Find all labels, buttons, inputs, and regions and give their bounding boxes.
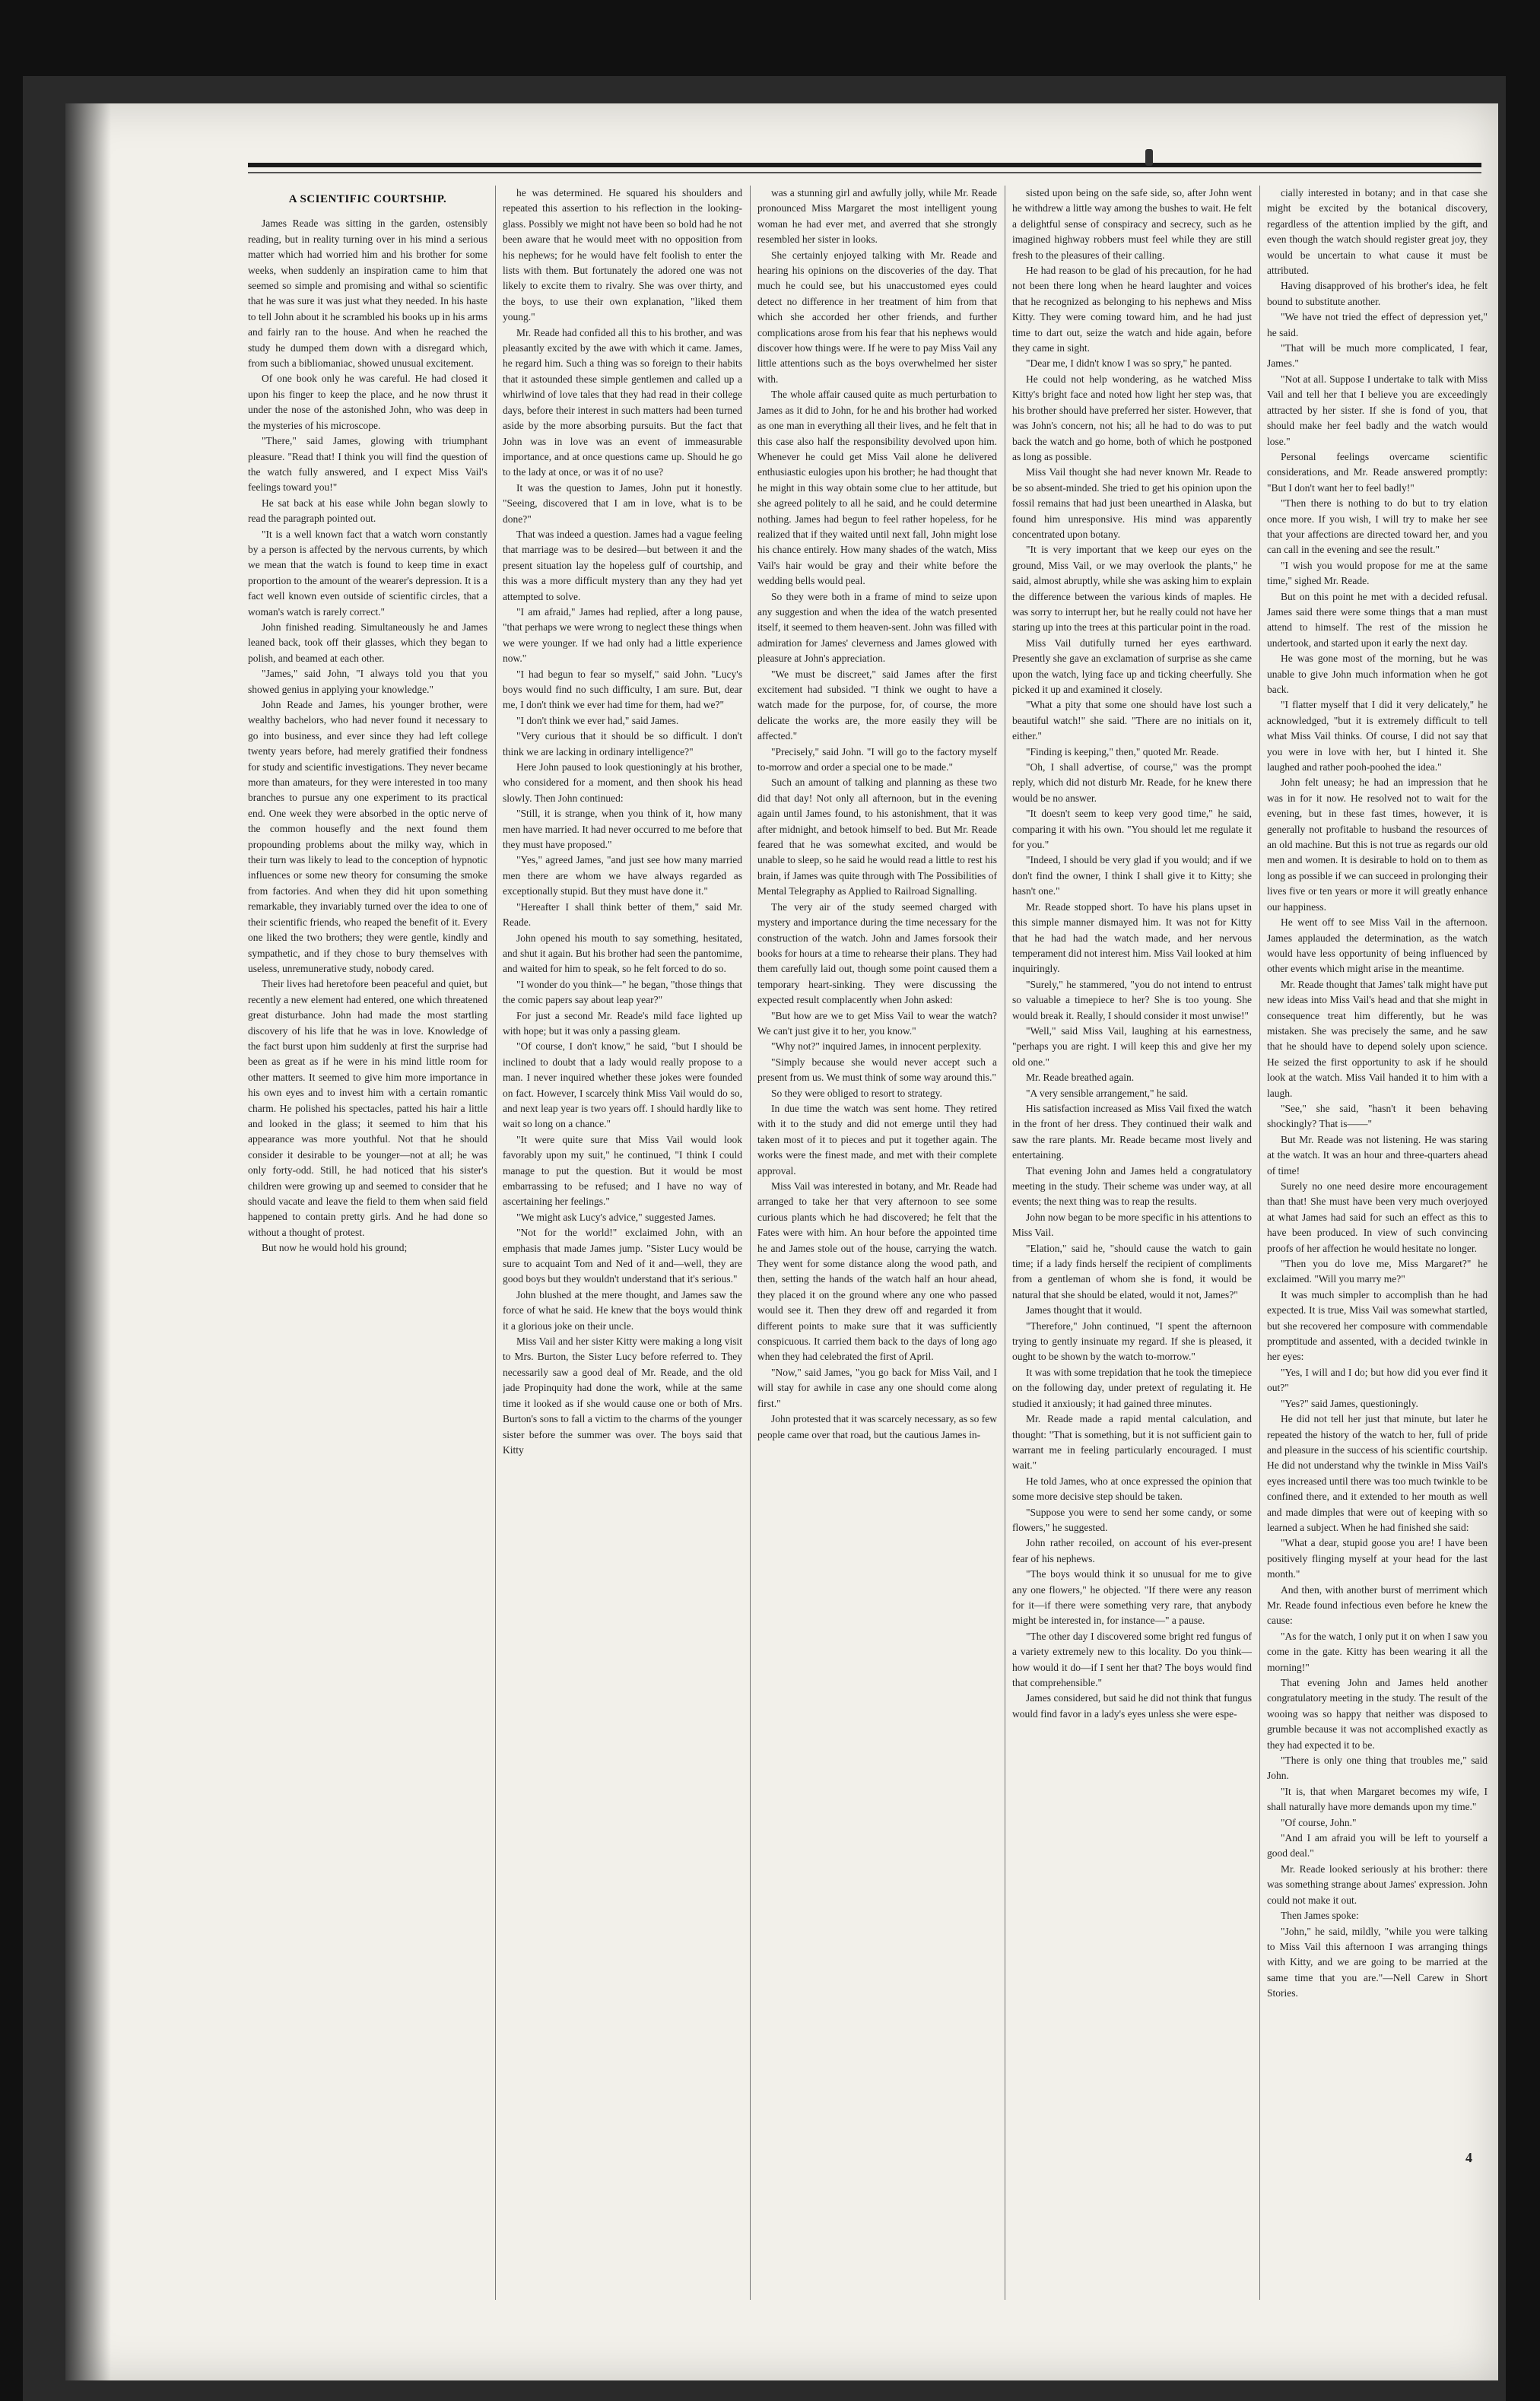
article-paragraph: "Therefore," John continued, "I spent the afternoon trying to gently insinuate my regard. If she is pleased, it ought to be shown by the watch to-morrow." xyxy=(1012,1320,1252,1363)
article-paragraph: Miss Vail was interested in botany, and Mr. Reade had arranged to take her that very afternoon to see some curious plants which he had discovered; he felt that the Fates were with him. An hour before the appointed time he and James stole out of the house, carrying the watch. They went for some distance along the wood path, and then, setting the hands of the watch half an hour ahead, they placed it on the ground where any one who passed would see it. Then they drew off and regarded it from different points to make sure that it was sufficiently conspicuous. It carried them back to the days of long ago when they had celebrated the first of April. xyxy=(757,1180,997,1363)
article-paragraph: The whole affair caused quite as much perturbation to James as it did to John, for he and his brother had worked as one man in everything all their lives, and he felt that in this case also half the responsibility devolved upon him. Whenever he could get Miss Vail alone he delivered enthusiastic eulogies upon his brother; he had thought that he might in this way obtain some clue to her attitude, but she agreed politely to all he said, and he could determine nothing. James had begun to feel rather hopeless, for he realized that if they waited until next fall, John might lose his chance entirely. How many shades of the watch, Miss Vail's hair would be gray and their white before the wedding bells would peal. xyxy=(757,389,997,587)
article-paragraph: John opened his mouth to say something, hesitated, and shut it again. But his brother had seen the pantomime, and waited for him to speak, so he felt forced to do so. xyxy=(503,932,742,975)
article-column-2 xyxy=(503,186,742,2300)
article-paragraph: His satisfaction increased as Miss Vail fixed the watch in the front of her dress. They continued their walk and saw the rare plants. Mr. Reade became most lively and entertaining. xyxy=(1012,1102,1252,1161)
article-paragraph: "Well," said Miss Vail, laughing at his earnestness, "perhaps you are right. I will keep this and give her my old one." xyxy=(1012,1024,1252,1068)
article-paragraph: "As for the watch, I only put it on when I saw you come in the gate. Kitty has been wearing it all the morning!" xyxy=(1267,1630,1488,1673)
article-paragraph: He did not tell her just that minute, but later he repeated the history of the watch to her, full of pride and pleasure in the success of his scientific courtship. He did not understand why the twinkle in Miss Vail's eyes increased until there was too much twinkle to be confined there, and it extended to her mouth as well and made dimples that were out of keeping with so learned a subject. When he had finished she said: xyxy=(1267,1413,1488,1533)
article-paragraph: He sat back at his ease while John began slowly to read the paragraph pointed out. xyxy=(248,497,487,525)
article-paragraph: "Of course, I don't know," he said, "but I should be inclined to doubt that a lady would really propose to a man. I never inquired whether these jokes were founded on fact. However, I scarcely think Miss Vail would do so, and next leap year is two years off. I should hardly like to wait so long on a chance." xyxy=(503,1040,742,1130)
article-paragraph: But on this point he met with a decided refusal. James said there were some things that a man must attend to himself. The rest of the mission he undertook, and started upon it early the next day. xyxy=(1267,590,1488,649)
article-column-5 xyxy=(1267,186,1488,2300)
article-paragraph: Mr. Reade made a rapid mental calculation, and thought: "That is something, but it is not sufficient gain to warrant me in feeling particularly encouraged. I must wait." xyxy=(1012,1413,1252,1472)
article-paragraph: James thought that it would. xyxy=(1026,1304,1142,1316)
article-paragraph: "Now," said James, "you go back for Miss Vail, and I will stay for awhile in case any one should come along first." xyxy=(757,1366,997,1409)
article-paragraph: Miss Vail dutifully turned her eyes earthward. Presently she gave an exclamation of surprise as she came upon the watch, lying face up and ticking cheerfully. She picked it up and examined it closely. xyxy=(1012,637,1252,695)
article-paragraph: John Reade and James, his younger brother, were wealthy bachelors, who had never found it necessary to go into business, and ever since they had left college twenty years before, had merely gratified their fondness for study and scientific investigations. They never became more than amateurs, for they were interested in too many branches to pursue any one experiment to its practical end. One week they were absorbed in the optic nerve of the common housefly and the next found them propounding problems about the milky way, which in their turn was likely to lead to the conception of hypnotic influences or some new theory for consuming the smoke from factories. And when they did hit upon something remarkable, they invariably turned over the idea to one of their scientific friends, who reaped the benefit of it. Every one liked the two brothers; they were gentle, kindly and sympathetic, and if they chose to bury themselves with useless, unremunerative study, nobody cared. xyxy=(248,699,487,974)
article-title: A SCIENTIFIC COURTSHIP. xyxy=(288,193,447,205)
article-paragraph: So they were obliged to resort to strategy. xyxy=(771,1087,942,1099)
article-paragraph: "See," she said, "hasn't it been behaving shockingly? That is——" xyxy=(1267,1102,1488,1130)
newspaper-page xyxy=(65,103,1498,2380)
article-paragraph: "Dear me, I didn't know I was so spry," he panted. xyxy=(1026,357,1232,370)
column-divider xyxy=(750,186,751,2300)
article-paragraph: Miss Vail thought she had never known Mr. Reade to be so absent-minded. She tried to get his opinion upon the fossil remains that had just been unearthed in Alaska, but found him unresponsive. His mind was apparently concentrated upon botany. xyxy=(1012,466,1252,540)
article-paragraph: "It doesn't seem to keep very good time," he said, comparing it with his own. "You should let me regulate it for you." xyxy=(1012,808,1252,851)
article-paragraph: It was the question to James, John put it honestly. "Seeing, discovered that I am in love, what is to be done?" xyxy=(503,481,742,525)
article-paragraph: "James," said John, "I always told you that you showed genius in applying your knowledge." xyxy=(248,668,487,695)
article-paragraph: sisted upon being on the safe side, so, after John went he withdrew a little way among the bushes to wait. He felt a delightful sense of conspiracy and secrecy, such as he imagined highway robbers must feel while they are still fresh to the pleasures of their calling. xyxy=(1012,187,1252,261)
article-paragraph: For just a second Mr. Reade's mild face lighted up with hope; but it was only a passing gleam. xyxy=(503,1009,742,1037)
article-column-1 xyxy=(248,186,487,2300)
article-paragraph: Surely no one need desire more encouragement than that! She must have been very much overjoyed at what James had said for such an effect as this to have been produced. In view of such convincing proofs of her affection he would hesitate no longer. xyxy=(1267,1180,1488,1254)
article-paragraph: "Oh, I shall advertise, of course," was the prompt reply, which did not disturb Mr. Reade, for he knew there would be no answer. xyxy=(1012,761,1252,804)
header-rule xyxy=(248,163,1481,167)
article-paragraph: "We might ask Lucy's advice," suggested James. xyxy=(516,1211,716,1223)
article-paragraph: In due time the watch was sent home. They retired with it to the study and did not emerge until they had taken most of it to pieces and put it together again. The works were the finest made, and met with their complete approval. xyxy=(757,1102,997,1177)
article-paragraph: "The other day I discovered some bright red fungus of a variety extremely new to this locality. Do you think—how would it do—if I sent her that? The boys would find that comprehensible." xyxy=(1012,1630,1252,1688)
article-paragraph: She certainly enjoyed talking with Mr. Reade and hearing his opinions on the discoveries of the day. That much he could see, but his unaccustomed eyes could detect no difference in her treatment of him from that which she accorded her other friends, and further complications arose from his fear that his nephews would discover how things were. If he were to pay Miss Vail any little attentions such as the boys overwhelmed her sister with. xyxy=(757,249,997,385)
article-paragraph: "It is, that when Margaret becomes my wife, I shall naturally have more demands upon my time." xyxy=(1267,1785,1488,1813)
article-paragraph: James considered, but said he did not think that fungus would find favor in a lady's eyes unless she were espe- xyxy=(1012,1692,1252,1720)
article-paragraph: "Hereafter I shall think better of them," said Mr. Reade. xyxy=(503,900,742,929)
article-paragraph: He told James, who at once expressed the opinion that some more decisive step should be taken. xyxy=(1012,1475,1252,1503)
article-paragraph: Mr. Reade looked seriously at his brother: there was something strange about James' expression. John could not make it out. xyxy=(1267,1863,1488,1906)
article-paragraph: Then James spoke: xyxy=(1281,1910,1359,1922)
article-paragraph: Mr. Reade breathed again. xyxy=(1026,1072,1135,1084)
article-paragraph: He went off to see Miss Vail in the afternoon. James applauded the determination, as the watch would have less opportunity of being influenced by other events which might arise in the meantime. xyxy=(1267,916,1488,975)
article-paragraph: "It is a well known fact that a watch worn constantly by a person is affected by the nervous currents, by which we mean that the watch is found to keep time in exact proportion to the amount of the wearer's depression. It is a fact well known even outside of scientific circles, that a woman's watch is rarely correct." xyxy=(248,528,487,618)
article-paragraph: Their lives had heretofore been peaceful and quiet, but recently a new element had entered, one which threatened great disturbance. John had made the most startling discovery of his life that he was in love. Knowledge of the fact burst upon him suddenly at first the surprise had been as great as if he were in his mind little room for other matters. It seemed to give him more importance in his own eyes and to invest him with a certain romantic charm. He polished his spectacles, patted his hair a little and looked in the glass; it seemed to him that his appearance was more youthful. Not that he should consider it desirable to be younger—not at all; he was only forty-odd. Still, he had noticed that his sister's children were growing up and seemed to consider that he should vacate and leave the field to them when said field happened to contain pretty girls. And he had done so without a thought of protest. xyxy=(248,978,487,1238)
article-paragraph: And then, with another burst of merriment which Mr. Reade found infectious even before he knew the cause: xyxy=(1267,1583,1488,1627)
page-mark xyxy=(1145,149,1153,166)
article-paragraph: "Of course, John." xyxy=(1281,1816,1357,1828)
article-paragraph: "That will be much more complicated, I fear, James." xyxy=(1267,342,1488,370)
column-divider xyxy=(495,186,496,2300)
article-paragraph: "Why not?" inquired James, in innocent perplexity. xyxy=(771,1040,982,1053)
article-column-4 xyxy=(1012,186,1252,2300)
article-paragraph: So they were both in a frame of mind to seize upon any suggestion and when the idea of the watch presented itself, it seemed to them heaven-sent. John was filled with admiration for James' cleverness and James glowed with pleasure at John's appreciation. xyxy=(757,590,997,665)
column-body xyxy=(1012,186,1252,1722)
article-paragraph: "The boys would think it so unusual for me to give any one flowers," he objected. "If there were any reason for it—if there were something very rare, that anybody might be interested in, for instance—" a pause. xyxy=(1012,1568,1252,1627)
article-paragraph: That evening John and James held a congratulatory meeting in the study. Their scheme was under way, at all events; the next thing was to reap the results. xyxy=(1012,1164,1252,1208)
article-paragraph: Miss Vail and her sister Kitty were making a long visit to Mrs. Burton, the Sister Lucy before referred to. They necessarily saw a good deal of Mr. Reade, and the old jade Propinquity had done the work, while at the same time it looked as if she would cause one or both of Mrs. Burton's sons to fall a victim to the charms of the younger sister before the summer was over. The boys said that Kitty xyxy=(503,1335,742,1456)
article-paragraph: "It were quite sure that Miss Vail would look favorably upon my suit," he continued, "I think I could manage to put the question. But it would be most embarrassing to be refused; and I have no way of ascertaining her feelings." xyxy=(503,1133,742,1208)
column-body xyxy=(1267,186,1488,2002)
page-number: 4 xyxy=(1465,2150,1472,2165)
article-paragraph: "We must be discreet," said James after the first excitement had subsided. "I think we ought to have a watch made for the purpose, for, of course, the more delicate the works are, the more easily they will be affected." xyxy=(757,668,997,742)
article-paragraph: "Yes, I will and I do; but how did you ever find it out?" xyxy=(1267,1366,1488,1394)
article-paragraph: "Very curious that it should be so difficult. I don't think we are lacking in ordinary intelligence?" xyxy=(503,730,742,757)
article-paragraph: Such an amount of talking and planning as these two did that day! Not only all afternoon, but in the evening again until James found, to his astonishment, that it was after midnight, and betook himself to bed. But Mr. Reade feared that he was somewhat excited, and would be unable to sleep, so he said he would read a little to rest his brain, if James was quite through with The Possibilities of Mental Telegraphy as Applied to Railroad Signalling. xyxy=(757,777,997,897)
scan-shadow xyxy=(65,103,111,2380)
article-paragraph: "I am afraid," James had replied, after a long pause, "that perhaps we were wrong to neglect these things when we were younger. If we had only had a little experience now." xyxy=(503,605,742,665)
article-paragraph: That was indeed a question. James had a vague feeling that marriage was to be desired—but between it and the present situation lay the hopeless gulf of courtship, and this was a more difficult mystery than any they had yet attempted to solve. xyxy=(503,528,742,602)
article-paragraph: "Then there is nothing to do but to try elation once more. If you wish, I will try to make her see that your affections are directed toward her, and you can call in the evening and see the result." xyxy=(1267,497,1488,556)
article-paragraph: "A very sensible arrangement," he said. xyxy=(1026,1087,1189,1099)
article-paragraph: "There is only one thing that troubles me," said John. xyxy=(1267,1755,1488,1782)
article-paragraph: John now began to be more specific in his attentions to Miss Vail. xyxy=(1012,1211,1252,1239)
article-paragraph: Mr. Reade thought that James' talk might have put new ideas into Miss Vail's head and that she might in consequence treat him differently, but he was mistaken. She was precisely the same, and he saw that he should have to depend solely upon science. He seized the first opportunity to ask if he should look at the watch. Miss Vail handed it to him with a laugh. xyxy=(1267,978,1488,1099)
article-paragraph: "Precisely," said John. "I will go to the factory myself to-morrow and order a special one to be made." xyxy=(757,745,997,773)
article-paragraph: "Not at all. Suppose I undertake to talk with Miss Vail and tell her that I believe you are exceedingly attracted by her sister. If she is fond of you, that should make her feel badly and the watch would lose." xyxy=(1267,373,1488,447)
article-paragraph: John rather recoiled, on account of his ever-present fear of his nephews. xyxy=(1012,1537,1252,1564)
article-paragraph: Having disapproved of his brother's idea, he felt bound to substitute another. xyxy=(1267,280,1488,307)
article-paragraph: "But how are we to get Miss Vail to wear the watch? We can't just give it to her, you know." xyxy=(757,1009,997,1037)
article-paragraph: "Yes," agreed James, "and just see how many married men there are whom we have always regarded as exceptionally stupid. But they must have done it." xyxy=(503,854,742,897)
article-paragraph: But Mr. Reade was not listening. He was staring at the watch. It was an hour and three-quarters ahead of time! xyxy=(1267,1133,1488,1177)
article-paragraph: "What a pity that some one should have lost such a beautiful watch!" she said. "There are no initials on it, either." xyxy=(1012,699,1252,742)
article-paragraph: "Suppose you were to send her some candy, or some flowers," he suggested. xyxy=(1012,1506,1252,1533)
article-paragraph: James Reade was sitting in the garden, ostensibly reading, but in reality turning over in his mind a serious matter which had worried him and his brother for some weeks, when suddenly an inspiration came to him that seemed so simple and promising and withal so scientific that he was sure it was just what they needed. In his haste to tell John about it he scrambled his books up in his arms and fairly ran to the house. And when he reached the study he dumped them down with a disregard which, from such a bibliomaniac, showed unusual excitement. xyxy=(248,218,487,370)
article-paragraph: "I wonder do you think—" he began, "those things that the comic papers say about leap year?" xyxy=(503,978,742,1006)
article-paragraph: he was determined. He squared his shoulders and repeated this assertion to his reflection in the looking-glass. Possibly we might not have been so bold had he not been aware that he would meet with no opposition from his nephews; for he would have felt foolish to enter the lists with them. But fortunately the adored one was not likely to excite them to rivalry. She was over thirty, and the boys, to use their own explanation, "liked them young." xyxy=(503,187,742,323)
article-paragraph: "Finding is keeping," then," quoted Mr. Reade. xyxy=(1026,745,1219,757)
article-paragraph: "Indeed, I should be very glad if you would; and if we don't find the owner, I think I shall give it to Kitty; she hasn't one." xyxy=(1012,854,1252,897)
article-paragraph: "Simply because she would never accept such a present from us. We must think of some way around this." xyxy=(757,1056,997,1084)
article-paragraph: Personal feelings overcame scientific considerations, and Mr. Reade answered promptly: "But I don't want her to feel badly!" xyxy=(1267,450,1488,494)
article-paragraph: "It is very important that we keep our eyes on the ground, Miss Vail, or we may overlook the plants," he said, almost abruptly, while she was asking him to explain the difference between the various kinds of maples. He was sorry to interrupt her, but he really could not have her staring up into the trees at this particular point in the road. xyxy=(1012,544,1252,634)
article-paragraph: John blushed at the mere thought, and James saw the force of what he said. He knew that the boys would think it a glorious joke on their uncle. xyxy=(503,1288,742,1332)
article-paragraph: It was much simpler to accomplish than he had expected. It is true, Miss Vail was somewhat startled, but she recovered her composure with commendable promptitude and assented, with a decided twinkle in her eyes: xyxy=(1267,1288,1488,1363)
article-paragraph: "Not for the world!" exclaimed John, with an emphasis that made James jump. "Sister Lucy would be sure to acquaint Tom and Ned of it and—well, they are good boys but they wouldn't understand that it's serious." xyxy=(503,1227,742,1285)
article-paragraph: "What a dear, stupid goose you are! I have been positively flinging myself at your head for the last month." xyxy=(1267,1537,1488,1580)
article-paragraph: "Yes?" said James, questioningly. xyxy=(1281,1397,1418,1409)
article-paragraph: "And I am afraid you will be left to yourself a good deal." xyxy=(1267,1832,1488,1860)
article-paragraph: "I don't think we ever had," said James. xyxy=(516,714,679,726)
article-paragraph: Mr. Reade had confided all this to his brother, and was pleasantly excited by the awe with which it came. James, he regard him. Such a thing was so foreign to their habits that it astounded these simple gentlemen and called up a whirlwind of love tales that they had read in their college days, before their interest in such matters had been turned aside by the more absorbing pursuits. But the fact that John was in love was an event of immeasurable importance, and at once questions came up. Should he go to the lady at once, or was it of no use? xyxy=(503,326,742,478)
article-paragraph: Of one book only he was careful. He had closed it upon his finger to keep the place, and he now thrust it under the nose of the astonished John, who was deep in the mysteries of his microscope. xyxy=(248,373,487,431)
article-paragraph: "We have not tried the effect of depression yet," he said. xyxy=(1267,311,1488,338)
column-body xyxy=(503,186,742,1458)
article-paragraph: "I flatter myself that I did it very delicately," he acknowledged, "but it is extremely difficult to tell what Miss Vail thinks. Of course, I did not say that you were in love with her, but I hinted it. She laughed and rather pooh-poohed the idea." xyxy=(1267,699,1488,773)
article-paragraph: was a stunning girl and awfully jolly, while Mr. Reade pronounced Miss Margaret the most intelligent young woman he had ever met, and averred that she strongly resembled her sister in looks. xyxy=(757,187,997,246)
article-column-3 xyxy=(757,186,997,2300)
article-paragraph: "I wish you would propose for me at the same time," sighed Mr. Reade. xyxy=(1267,559,1488,587)
article-paragraph: It was with some trepidation that he took the timepiece on the following day, under pretext of regulating it. He studied it anxiously; it had gained three minutes. xyxy=(1012,1366,1252,1409)
article-paragraph: The very air of the study seemed charged with mystery and importance during the time necessary for the construction of the watch. John and James forsook their books for hours at a time to rehearse their plans. They had them carefully laid out, though some point caused them a temporary heart-sinking. They were discussing the expected result complacently when John asked: xyxy=(757,900,997,1006)
column-body xyxy=(757,186,997,1443)
article-paragraph: "John," he said, mildly, "while you were talking to Miss Vail this afternoon I was arranging things with Kitty, and we are going to be married at the same time that you are."—Nell Carew in Short Stories. xyxy=(1267,1925,1488,1999)
article-paragraph: cially interested in botany; and in that case she might be excited by the botanical discovery, regardless of the attention implied by the gift, and even though the watch should register great joy, they would be uncertain to what cause it must be attributed. xyxy=(1267,187,1488,277)
column-body xyxy=(248,216,487,1256)
column-divider xyxy=(1259,186,1260,2300)
article-paragraph: He was gone most of the morning, but he was unable to give John much information when he got back. xyxy=(1267,653,1488,695)
article-paragraph: That evening John and James held another congratulatory meeting in the study. The result of the wooing was so happy that neither was disposed to grumble because it was not accomplished exactly as they had expected it to be. xyxy=(1267,1677,1488,1751)
article-paragraph: "I had begun to fear so myself," said John. "Lucy's boys would find no such difficulty, I am sure. But, dear me, I don't think we ever had time for them, had we?" xyxy=(503,668,742,711)
article-paragraph: "Still, it is strange, when you think of it, how many men have married. It had never occurred to me before that they must have proposed." xyxy=(503,808,742,851)
article-paragraph: "Elation," said he, "should cause the watch to gain time; if a lady finds herself the recipient of compliments from a gentleman of whom she is fond, it would be natural that she should be elated, would it not, James?" xyxy=(1012,1242,1252,1301)
article-paragraph: Here John paused to look questioningly at his brother, who considered for a moment, and then shook his head slowly. Then John continued: xyxy=(503,761,742,804)
article-paragraph: "There," said James, glowing with triumphant pleasure. "Read that! I think you will find the question of the watch fully answered, and I expect Miss Vail's feelings toward you!" xyxy=(248,435,487,494)
article-paragraph: He could not help wondering, as he watched Miss Kitty's bright face and noted how light her step was, that his brother should have preferred her sister. However, that was John's concern, not his; all he had to do was to put back the watch and go home, both of which he postponed as long as possible. xyxy=(1012,373,1252,462)
article-paragraph: He had reason to be glad of his precaution, for he had not been there long when he heard laughter and voices that he recognized as belonging to his nephews and Miss Kitty. They were coming toward him, and he had just time to dart out, seize the watch and hide again, before they came in sight. xyxy=(1012,265,1252,354)
header-rule-thin xyxy=(248,172,1481,173)
article-paragraph: "Surely," he stammered, "you do not intend to entrust so valuable a timepiece to her? She is too young. She would break it. Really, I should consider it most unwise!" xyxy=(1012,978,1252,1021)
article-paragraph: Mr. Reade stopped short. To have his plans upset in this simple manner dismayed him. It was not for Kitty that he had had the watch made, and her nervous temperament did not interest him. Miss Vail looked at him inquiringly. xyxy=(1012,900,1252,975)
article-paragraph: John felt uneasy; he had an impression that he was in for it now. He resolved not to wait for the evening, but in these fast times, however, it is generally not profitable to husband the resources of an old machine. But this is not true as regards our old men and women. It is desirable to hold on to them as long as possible if we can succeed in prolonging their lives five or ten years or more it will greatly enhance our happiness. xyxy=(1267,777,1488,913)
article-paragraph: John protested that it was scarcely necessary, as so few people came over that road, but the cautious James in- xyxy=(757,1413,997,1440)
article-paragraph: "Then you do love me, Miss Margaret?" he exclaimed. "Will you marry me?" xyxy=(1267,1258,1488,1285)
article-paragraph: John finished reading. Simultaneously he and James leaned back, took off their glasses, which they began to polish, and beamed at each other. xyxy=(248,621,487,664)
article-paragraph: But now he would hold his ground; xyxy=(262,1242,408,1254)
